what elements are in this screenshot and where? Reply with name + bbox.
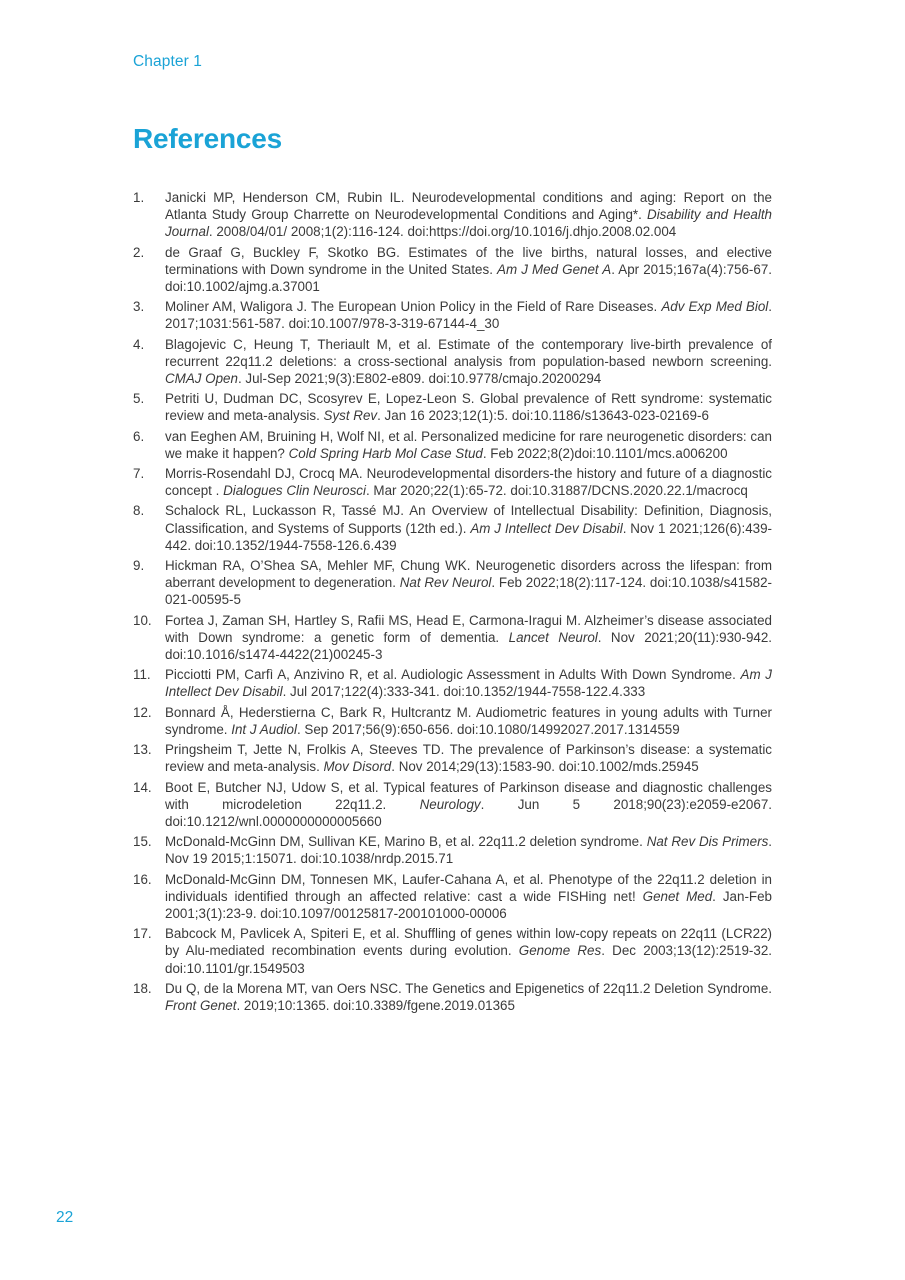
reference-text: Hickman RA, O’Shea SA, Mehler MF, Chung WK. Neurogenetic disorders across the lifespan: from aberrant development to degeneration. <box>165 558 772 591</box>
reference-journal: Lancet Neurol <box>508 629 598 645</box>
reference-list <box>133 189 772 1017</box>
reference-item <box>133 189 772 241</box>
reference-text: Du Q, de la Morena MT, van Oers NSC. The Genetics and Epigenetics of 22q11.2 Deletion Syndrome. <box>165 980 772 996</box>
reference-journal: Genome Res <box>518 943 602 959</box>
reference-details: . Sep 2017;56(9):650-656. doi:10.1080/14992027.2017.1314559 <box>296 721 680 737</box>
reference-text: McDonald-McGinn DM, Sullivan KE, Marino B, et al. 22q11.2 deletion syndrome. <box>165 834 647 850</box>
page-title: References <box>133 123 282 154</box>
reference-number: 15. <box>133 834 152 850</box>
reference-text: Pringsheim T, Jette N, Frolkis A, Steeves TD. The prevalence of Parkinson’s disease: a systematic review and meta-analysis. <box>165 742 772 775</box>
page-number: 22 <box>56 1209 74 1226</box>
reference-number: 7. <box>133 466 145 482</box>
reference-details: . Apr 2015;167a(4):756-67. doi:10.1002/ajmg.a.37001 <box>165 261 773 295</box>
reference-journal: Nat Rev Neurol <box>399 575 492 591</box>
reference-text: McDonald-McGinn DM, Tonnesen MK, Laufer-Cahana A, et al. Phenotype of the 22q11.2 deletion in individuals identified through an affected relative: cast a wide FISHing net! <box>165 871 772 904</box>
reference-details: . 2017;1031:561-587. doi:10.1007/978-3-319-67144-4_30 <box>165 299 772 332</box>
reference-text: Janicki MP, Henderson CM, Rubin IL. Neurodevelopmental conditions and aging: Report on the Atlanta Study Group Charrette on Neurodevelopmental Conditions and Aging*. <box>165 190 772 223</box>
reference-number: 17. <box>133 926 152 942</box>
reference-journal: Am J Intellect Dev Disabil <box>470 520 623 536</box>
reference-number: 8. <box>133 503 145 519</box>
reference-number: 18. <box>133 980 152 996</box>
reference-details: . Nov 1 2021;126(6):439-442. doi:10.1352/1944-7558-126.6.439 <box>165 520 772 553</box>
reference-details: . 2008/04/01/ 2008;1(2):116-124. doi:https://doi.org/10.1016/j.dhjo.2008.02.004 <box>208 224 677 240</box>
reference-item <box>133 666 772 700</box>
reference-text: Babcock M, Pavlicek A, Spiteri E, et al. Shuffling of genes within low-copy repeats on 22q11 (LCR22) by Alu-mediated recombination events during evolution. <box>165 926 772 959</box>
reference-details: . Jul-Sep 2021;9(3):E802-e809. doi:10.9778/cmajo.20200294 <box>237 371 602 387</box>
reference-journal: Dialogues Clin Neurosci <box>223 483 366 499</box>
reference-journal: Genet Med <box>642 888 713 904</box>
reference-number: 6. <box>133 428 145 444</box>
reference-number: 11. <box>133 667 151 683</box>
reference-item <box>133 557 772 609</box>
reference-item <box>133 741 772 775</box>
reference-details: . Nov 2021;20(11):930-942. doi:10.1016/s1474-4422(21)00245-3 <box>165 629 773 663</box>
reference-journal: Cold Spring Harb Mol Case Stud <box>288 445 483 461</box>
reference-text: van Eeghen AM, Bruining H, Wolf NI, et al. Personalized medicine for rare neurogenetic disorders: can we make it happen? <box>165 428 772 461</box>
reference-number: 5. <box>133 391 145 407</box>
reference-item <box>133 390 772 424</box>
reference-item <box>133 428 772 462</box>
reference-text: Fortea J, Zaman SH, Hartley S, Rafii MS, Head E, Carmona-Iragui M. Alzheimer’s disease associated with Down syndrome: a genetic form of dementia. <box>165 612 772 645</box>
reference-item <box>133 612 772 664</box>
reference-journal: Int J Audiol <box>231 721 297 737</box>
reference-item <box>133 244 772 296</box>
reference-journal: Adv Exp Med Biol <box>661 299 769 315</box>
reference-text: Moliner AM, Waligora J. The European Union Policy in the Field of Rare Diseases. <box>165 299 662 315</box>
reference-text: Blagojevic C, Heung T, Theriault M, et al. Estimate of the contemporary live-birth prevalence of recurrent 22q11.2 deletions: a cross-sectional analysis from population-based newborn screening. <box>165 336 772 369</box>
reference-text: Picciotti PM, Carfì A, Anzivino R, et al. Audiologic Assessment in Adults With Down Syndrome. <box>165 667 741 683</box>
reference-number: 3. <box>133 299 145 315</box>
reference-details: . Nov 2014;29(13):1583-90. doi:10.1002/mds.25945 <box>391 759 699 775</box>
reference-details: . Jul 2017;122(4):333-341. doi:10.1352/1944-7558-122.4.333 <box>282 684 646 700</box>
reference-text: Morris-Rosendahl DJ, Crocq MA. Neurodevelopmental disorders-the history and future of a diagnostic concept . <box>165 466 772 499</box>
reference-journal: Neurology <box>419 796 481 812</box>
reference-text: Petriti U, Dudman DC, Scosyrev E, Lopez-Leon S. Global prevalence of Rett syndrome: systematic review and meta-analysis. <box>165 391 772 424</box>
reference-details: . Nov 19 2015;1:15071. doi:10.1038/nrdp.2015.71 <box>165 834 773 867</box>
reference-details: . Feb 2022;8(2)doi:10.1101/mcs.a006200 <box>482 445 728 461</box>
reference-number: 14. <box>133 779 152 795</box>
reference-details: . Dec 2003;13(12):2519-32. doi:10.1101/gr.1549503 <box>165 943 772 976</box>
reference-journal: Mov Disord <box>323 759 392 775</box>
reference-details: . Jan-Feb 2001;3(1):23-9. doi:10.1097/00125817-200101000-00006 <box>165 888 772 921</box>
reference-journal: Nat Rev Dis Primers <box>646 834 769 850</box>
reference-number: 9. <box>133 558 145 574</box>
reference-journal: Front Genet <box>165 997 237 1013</box>
reference-details: . Jan 16 2023;12(1):5. doi:10.1186/s13643-023-02169-6 <box>377 408 709 424</box>
reference-journal: Disability and Health Journal <box>165 207 772 240</box>
reference-details: . 2019;10:1365. doi:10.3389/fgene.2019.01365 <box>236 997 515 1013</box>
reference-item <box>133 298 772 332</box>
reference-details: . Feb 2022;18(2):117-124. doi:10.1038/s41582-021-00595-5 <box>165 575 773 608</box>
reference-journal: Am J Intellect Dev Disabil <box>165 667 772 700</box>
reference-journal: Syst Rev <box>323 408 378 424</box>
running-head-chapter: Chapter 1 <box>133 53 202 70</box>
reference-number: 13. <box>133 742 152 758</box>
reference-details: . Mar 2020;22(1):65-72. doi:10.31887/DCNS.2020.22.1/macrocq <box>365 483 748 499</box>
reference-item <box>133 833 772 867</box>
reference-item <box>133 502 772 554</box>
reference-item <box>133 779 772 831</box>
reference-item <box>133 980 772 1014</box>
reference-details: . Jun 5 2018;90(23):e2059-e2067. doi:10.1212/wnl.0000000000005660 <box>165 796 772 829</box>
reference-number: 12. <box>133 704 152 720</box>
reference-item <box>133 704 772 738</box>
reference-item <box>133 465 772 499</box>
reference-number: 1. <box>133 190 145 205</box>
reference-journal: Am J Med Genet A <box>497 261 612 277</box>
reference-text: Schalock RL, Luckasson R, Tassé MJ. An Overview of Intellectual Disability: Definition, Diagnosis, Classification, and Systems of Supports (12th ed.). <box>165 503 772 536</box>
reference-number: 16. <box>133 871 152 887</box>
reference-item <box>133 336 772 388</box>
reference-text: Bonnard Å, Hederstierna C, Bark R, Hultcrantz M. Audiometric features in young adults with Turner syndrome. <box>165 704 772 737</box>
reference-journal: CMAJ Open <box>165 371 238 387</box>
reference-number: 10. <box>133 612 152 628</box>
reference-number: 2. <box>133 244 145 260</box>
reference-number: 4. <box>133 336 145 352</box>
reference-text: Boot E, Butcher NJ, Udow S, et al. Typical features of Parkinson disease and diagnostic challenges with microdeletion 22q11.2. <box>165 779 772 812</box>
reference-item <box>133 925 772 977</box>
reference-item <box>133 871 772 923</box>
reference-text: de Graaf G, Buckley F, Skotko BG. Estimates of the live births, natural losses, and elective terminations with Down syndrome in the United States. <box>165 244 772 277</box>
